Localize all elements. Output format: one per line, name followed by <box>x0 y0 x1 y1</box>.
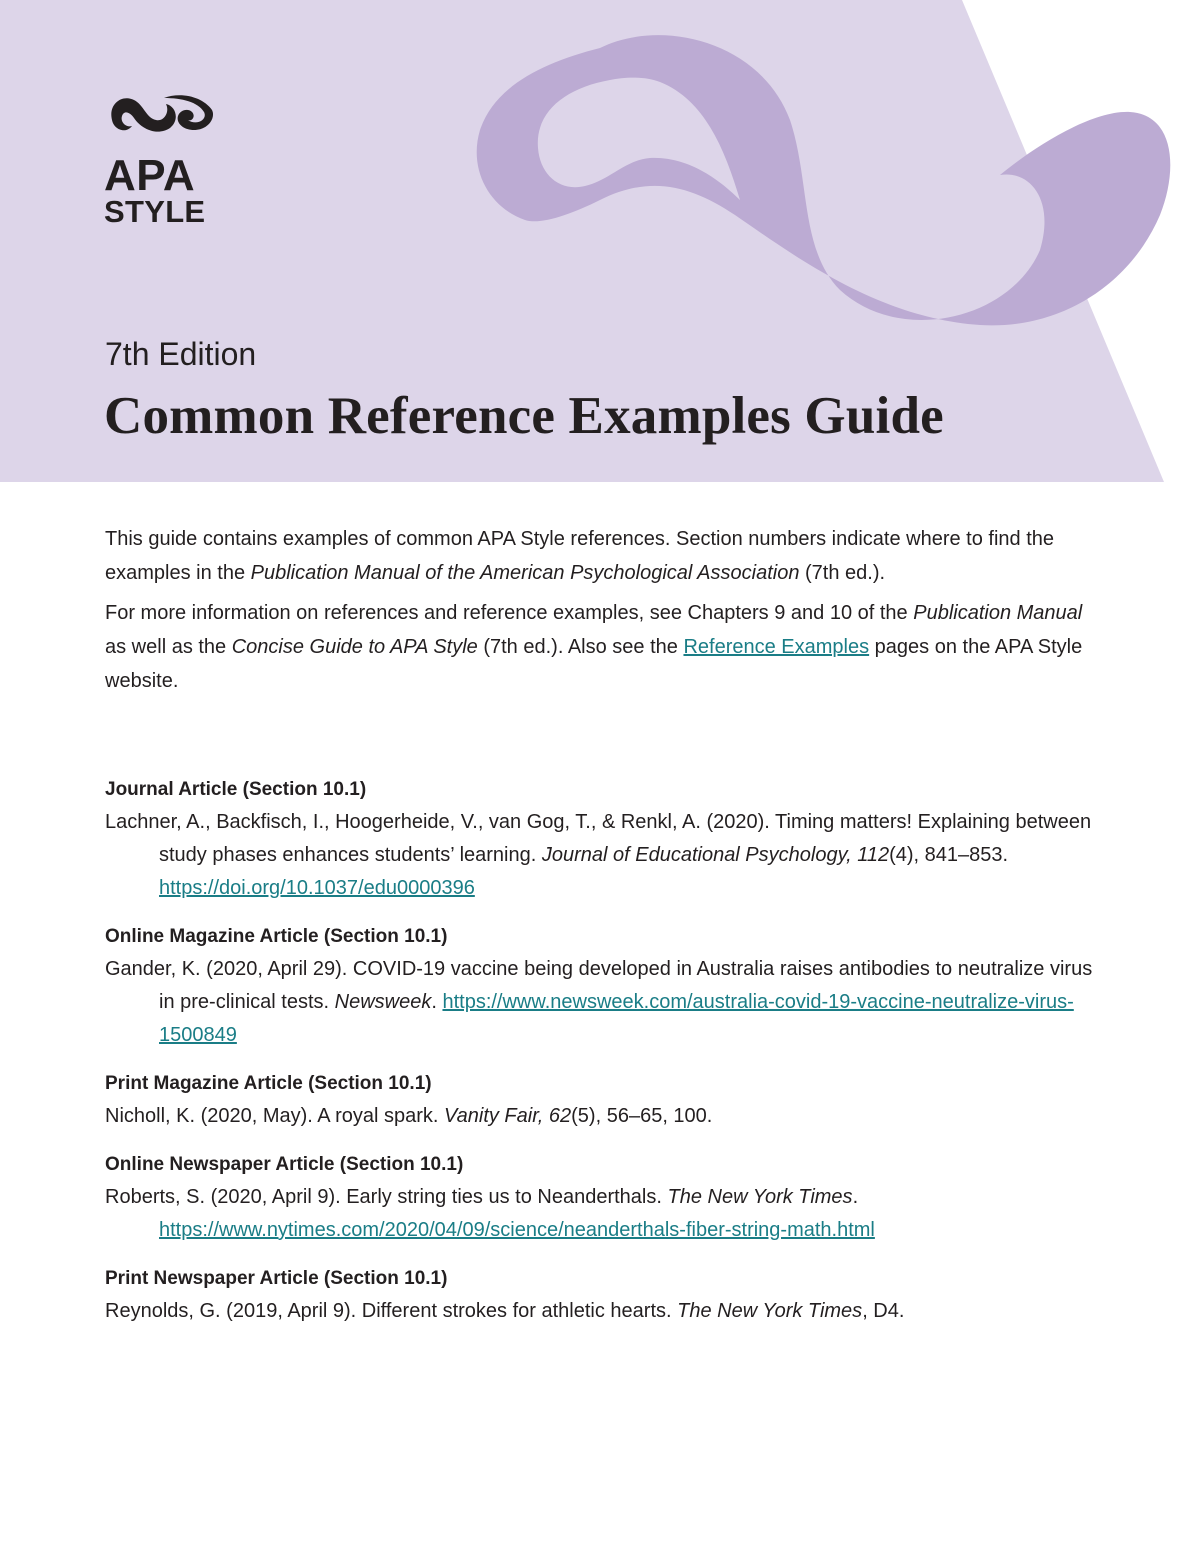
ref-text: (4), 841–853. <box>889 844 1009 866</box>
ref-text: Lachner, A., Backfisch, I., Hoogerheide, V., van Gog, T., & Renkl, A. (2020). Timing matters! Explaining between study phases enhances students’ learning. <box>105 811 1092 866</box>
ref-entry <box>105 1295 1095 1328</box>
page-title: Common Reference Examples Guide <box>104 387 944 445</box>
ref-text: . <box>852 1186 859 1208</box>
ref-italic-text: Newsweek <box>334 991 432 1013</box>
intro-text: (7th ed.). Also see the <box>477 636 684 658</box>
ref-url-link[interactable]: https://www.newsweek.com/australia-covid-19-vaccine-neutralize-virus-1500849 <box>159 991 1074 1046</box>
ref-text: . <box>431 991 443 1013</box>
ref-section-print-newspaper <box>105 1263 1095 1328</box>
intro-text: (7th ed.). <box>799 562 886 584</box>
logo-text-apa: APA <box>104 151 196 200</box>
intro-italic-text: Publication Manual <box>913 602 1083 624</box>
ref-section-online-magazine <box>105 921 1095 1052</box>
intro-italic-text: Publication Manual of the American Psychological Association <box>250 562 800 584</box>
ref-text: Gander, K. (2020, April 29). COVID-19 vaccine being developed in Australia raises antibodies to neutralize virus in pre-clinical tests. <box>105 958 1093 1013</box>
ref-italic-text: The New York Times <box>677 1300 863 1322</box>
ref-heading: Print Newspaper Article (Section 10.1) <box>105 1268 448 1289</box>
logo-text-style: STYLE <box>104 194 206 229</box>
ref-heading: Print Magazine Article (Section 10.1) <box>105 1073 432 1094</box>
intro-text: as well as the <box>105 636 232 658</box>
intro-paragraph-1 <box>105 522 1095 590</box>
apa-swirl-icon <box>104 90 216 136</box>
ref-text: (5), 56–65, 100. <box>571 1105 713 1127</box>
ref-entry <box>105 953 1095 1052</box>
ref-section-journal-article <box>105 774 1095 905</box>
ref-italic-text: The New York Times <box>667 1186 853 1208</box>
reference-list <box>105 774 1095 1328</box>
intro-section <box>105 522 1095 698</box>
ref-italic-text: Journal of Educational Psychology, 112 <box>541 844 890 866</box>
ref-text: Reynolds, G. (2019, April 9). Different strokes for athletic hearts. <box>105 1300 678 1322</box>
apa-style-logo <box>104 90 224 228</box>
ref-section-print-magazine <box>105 1068 1095 1133</box>
ref-entry <box>105 1100 1095 1133</box>
intro-paragraph-2 <box>105 596 1095 698</box>
edition-label: 7th Edition <box>105 336 257 372</box>
document-body <box>105 522 1095 1344</box>
ref-url-link[interactable]: https://www.nytimes.com/2020/04/09/science/neanderthals-fiber-string-math.html <box>159 1219 875 1241</box>
ref-heading: Online Magazine Article (Section 10.1) <box>105 926 448 947</box>
ref-heading: Online Newspaper Article (Section 10.1) <box>105 1154 464 1175</box>
reference-examples-link[interactable]: Reference Examples <box>683 636 870 658</box>
ref-text: Nicholl, K. (2020, May). A royal spark. <box>105 1105 445 1127</box>
ref-doi-link[interactable]: https://doi.org/10.1037/edu0000396 <box>159 877 475 899</box>
ref-entry <box>105 1181 1095 1247</box>
ref-text: , D4. <box>862 1300 905 1322</box>
ref-entry <box>105 806 1095 905</box>
intro-text: For more information on references and reference examples, see Chapters 9 and 10 of the <box>105 602 914 624</box>
ref-section-online-newspaper <box>105 1149 1095 1247</box>
header-banner <box>0 0 1200 482</box>
intro-italic-text: Concise Guide to APA Style <box>231 636 478 658</box>
ref-italic-text: Vanity Fair, 62 <box>444 1105 572 1127</box>
intro-text: pages on the APA Style website. <box>105 636 1083 692</box>
intro-text: This guide contains examples of common APA Style references. Section numbers indicate where to find the examples in the <box>105 528 1055 584</box>
ref-heading: Journal Article (Section 10.1) <box>105 779 367 800</box>
ref-text: Roberts, S. (2020, April 9). Early string ties us to Neanderthals. <box>105 1186 668 1208</box>
